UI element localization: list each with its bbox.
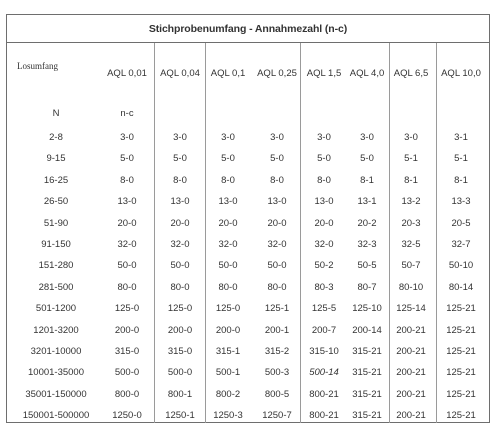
- table-cell: 20-0: [117, 218, 137, 229]
- table-cell: 32-0: [267, 239, 287, 250]
- table-cell: n-c: [120, 108, 134, 119]
- table-cell: 80-0: [267, 282, 287, 293]
- table-cell: AQL 10,0: [441, 68, 481, 79]
- table-cell: 3-0: [317, 132, 331, 143]
- row-header-cell: 2-8: [49, 132, 63, 143]
- table-cell: 80-3: [314, 282, 334, 293]
- table-cell: AQL 1,5: [306, 68, 342, 79]
- table-cell: 32-0: [117, 239, 137, 250]
- table-cell: 13-3: [451, 196, 471, 207]
- table-cell: 3-0: [221, 132, 235, 143]
- table-cell: 500-1: [215, 367, 241, 378]
- table-cell: 20-5: [451, 218, 471, 229]
- table-cell: 500-0: [114, 367, 140, 378]
- table-cell: 3-0: [360, 132, 374, 143]
- table-cell: 3-0: [173, 132, 187, 143]
- table-cell: 20-2: [357, 218, 377, 229]
- table-cell: 200-21: [396, 367, 426, 378]
- table-cell: 32-5: [401, 239, 421, 250]
- table-cell: 315-0: [167, 346, 193, 357]
- table-cell: 5-0: [317, 153, 331, 164]
- row-header-cell: 150001-500000: [22, 410, 90, 421]
- table-cell: 800-2: [215, 389, 241, 400]
- table-cell: 3-1: [454, 132, 468, 143]
- table-cell: 8-0: [120, 175, 134, 186]
- table-cell: 80-10: [398, 282, 424, 293]
- table-cell: 3-0: [120, 132, 134, 143]
- table-cell: 800-1: [167, 389, 193, 400]
- table-cell: 13-0: [218, 196, 238, 207]
- table-cell: 125-5: [311, 303, 337, 314]
- table-cell: AQL 0,04: [160, 68, 200, 79]
- table-cell: AQL 0,1: [210, 68, 246, 79]
- table-cell: 125-21: [446, 389, 476, 400]
- row-header-cell: 501-1200: [35, 303, 77, 314]
- table-cell: 8-1: [404, 175, 418, 186]
- table-cell: 3-0: [270, 132, 284, 143]
- table-row: [7, 172, 489, 190]
- table-cell: 125-21: [446, 325, 476, 336]
- table-cell: 125-1: [264, 303, 290, 314]
- table-cell: 80-0: [218, 282, 238, 293]
- table-cell: 13-2: [401, 196, 421, 207]
- table-cell: [300, 105, 348, 123]
- row-header-cell: 9-15: [46, 153, 66, 164]
- table-cell: 8-0: [270, 175, 284, 186]
- table-cell: 1250-3: [213, 410, 243, 421]
- table-cell: 125-14: [396, 303, 426, 314]
- table-cell: 50-10: [448, 260, 474, 271]
- table-cell: 200-0: [167, 325, 193, 336]
- table-row: [7, 343, 489, 361]
- table-cell: 500-3: [264, 367, 290, 378]
- table-cell: 200-1: [264, 325, 290, 336]
- row-header-cell: 1201-3200: [33, 325, 79, 336]
- table-cell: AQL 0,25: [257, 68, 297, 79]
- table-cell: 200-14: [352, 325, 382, 336]
- row-header-cell: [7, 65, 105, 83]
- table-cell: 13-0: [314, 196, 334, 207]
- table-row: [7, 364, 489, 382]
- row-header-cell: 151-280: [38, 260, 74, 271]
- table-cell: 50-0: [267, 260, 287, 271]
- table-row: [7, 193, 489, 211]
- table-cell: 200-21: [396, 389, 426, 400]
- table-cell: [204, 105, 252, 123]
- table-cell: 1250-0: [112, 410, 142, 421]
- table-cell: 315-21: [352, 389, 382, 400]
- table-cell: 8-0: [221, 175, 235, 186]
- table-cell: 32-0: [218, 239, 238, 250]
- row-header-cell: 26-50: [43, 196, 69, 207]
- table-cell: 200-7: [311, 325, 337, 336]
- table-row: [7, 407, 489, 425]
- table-cell: 800-5: [264, 389, 290, 400]
- table-cell: 50-2: [314, 260, 334, 271]
- table-cell: AQL 0,01: [107, 68, 147, 79]
- subheader-row: [7, 105, 489, 123]
- table-cell: 5-0: [120, 153, 134, 164]
- lot-size-label: Losumfang: [17, 61, 58, 71]
- table-cell: AQL 6,5: [393, 68, 429, 79]
- table-row: [7, 300, 489, 318]
- table-cell: 5-0: [270, 153, 284, 164]
- table-cell: 13-1: [357, 196, 377, 207]
- table-cell: 20-0: [314, 218, 334, 229]
- header-row: [7, 65, 489, 83]
- table-row: [7, 279, 489, 297]
- table-cell: 5-0: [173, 153, 187, 164]
- row-header-cell: 281-500: [38, 282, 74, 293]
- table-cell: 5-1: [404, 153, 418, 164]
- table-cell: 200-0: [215, 325, 241, 336]
- table-cell: 5-0: [360, 153, 374, 164]
- table-cell: 5-1: [454, 153, 468, 164]
- table-cell: 500-14: [309, 367, 339, 378]
- table-cell: 800-21: [309, 410, 339, 421]
- table-cell: 8-0: [173, 175, 187, 186]
- table-cell: 80-14: [448, 282, 474, 293]
- table-cell: 32-0: [314, 239, 334, 250]
- table-cell: 125-21: [446, 303, 476, 314]
- table-row: [7, 150, 489, 168]
- table-cell: [346, 105, 388, 123]
- table-cell: 200-21: [396, 346, 426, 357]
- row-header-cell: 51-90: [43, 218, 69, 229]
- table-cell: 1250-7: [262, 410, 292, 421]
- table-cell: 1250-1: [165, 410, 195, 421]
- table-cell: 315-2: [264, 346, 290, 357]
- table-cell: 20-0: [267, 218, 287, 229]
- row-header-cell: 3201-10000: [30, 346, 82, 357]
- row-header-cell: 16-25: [43, 175, 69, 186]
- table-cell: [435, 105, 487, 123]
- table-cell: 200-21: [396, 325, 426, 336]
- table-cell: 32-7: [451, 239, 471, 250]
- table-cell: 80-0: [170, 282, 190, 293]
- table-cell: 50-5: [357, 260, 377, 271]
- table-cell: 315-1: [215, 346, 241, 357]
- table-row: [7, 215, 489, 233]
- table-row: [7, 129, 489, 147]
- row-header-cell: 35001-150000: [25, 389, 87, 400]
- table-cell: [253, 105, 301, 123]
- table-cell: 125-0: [167, 303, 193, 314]
- table-cell: 125-10: [352, 303, 382, 314]
- table-row: [7, 236, 489, 254]
- table-cell: 50-0: [218, 260, 238, 271]
- table-cell: 20-3: [401, 218, 421, 229]
- table-cell: 125-0: [114, 303, 140, 314]
- table-cell: 13-0: [267, 196, 287, 207]
- table-cell: 3-0: [404, 132, 418, 143]
- table-cell: 8-1: [360, 175, 374, 186]
- table-cell: 125-21: [446, 367, 476, 378]
- table-cell: 8-1: [454, 175, 468, 186]
- table-cell: [155, 105, 205, 123]
- table-cell: 50-7: [401, 260, 421, 271]
- table-cell: 800-0: [114, 389, 140, 400]
- row-header-cell: 91-150: [41, 239, 71, 250]
- row-header-cell: N: [52, 108, 60, 119]
- table-cell: 125-21: [446, 410, 476, 421]
- table-cell: 315-21: [352, 367, 382, 378]
- table-cell: 200-0: [114, 325, 140, 336]
- table-cell: [388, 105, 434, 123]
- table-cell: 125-0: [215, 303, 241, 314]
- table-cell: 80-0: [117, 282, 137, 293]
- table-cell: 13-0: [170, 196, 190, 207]
- table-cell: 32-0: [170, 239, 190, 250]
- table-cell: 80-7: [357, 282, 377, 293]
- table-cell: 20-0: [218, 218, 238, 229]
- table-cell: 125-21: [446, 346, 476, 357]
- table-cell: 50-0: [117, 260, 137, 271]
- table-cell: 315-10: [309, 346, 339, 357]
- table-cell: 50-0: [170, 260, 190, 271]
- table-row: [7, 386, 489, 404]
- table-cell: 8-0: [317, 175, 331, 186]
- table-cell: 5-0: [221, 153, 235, 164]
- table-cell: 500-0: [167, 367, 193, 378]
- table-cell: 32-3: [357, 239, 377, 250]
- table-cell: 20-0: [170, 218, 190, 229]
- row-header-cell: 10001-35000: [28, 367, 84, 378]
- table-cell: AQL 4,0: [349, 68, 385, 79]
- table-cell: 315-21: [352, 410, 382, 421]
- table-row: [7, 257, 489, 275]
- table-cell: 315-0: [114, 346, 140, 357]
- table-title: Stichprobenumfang - Annahmezahl (n-c): [7, 15, 489, 43]
- table-cell: 315-21: [352, 346, 382, 357]
- acceptance-table: [6, 14, 490, 423]
- table-row: [7, 322, 489, 340]
- table-cell: 800-21: [309, 389, 339, 400]
- table-cell: 13-0: [117, 196, 137, 207]
- table-cell: 200-21: [396, 410, 426, 421]
